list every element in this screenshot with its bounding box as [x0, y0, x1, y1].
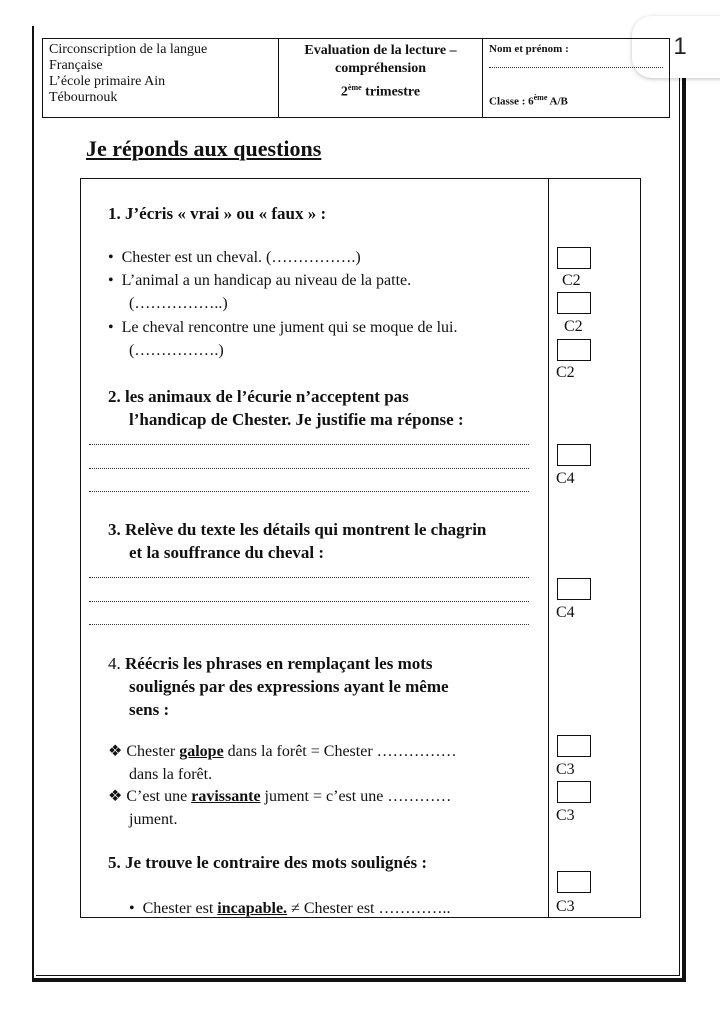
- answer-line[interactable]: [89, 624, 529, 625]
- skill-code: C3: [556, 898, 575, 915]
- name-label: Nom et prénom :: [489, 43, 569, 55]
- header-left-line: Circonscription de la langue: [49, 42, 208, 57]
- skill-code: C2: [556, 364, 575, 381]
- score-box[interactable]: [557, 871, 591, 893]
- q5-title: 5. Je trouve le contraire des mots soulignés :: [108, 853, 428, 872]
- score-box[interactable]: [557, 339, 591, 361]
- skill-code: C3: [556, 807, 575, 824]
- header-school-info: [43, 39, 279, 117]
- exam-title-line: compréhension: [335, 61, 426, 76]
- q1-item: • L’animal a un handicap au niveau de la patte.: [108, 272, 412, 289]
- answer-line[interactable]: [89, 491, 529, 492]
- section-title: Je réponds aux questions: [86, 136, 322, 161]
- skill-code: C4: [556, 470, 575, 487]
- q4-item: ❖ C’est une ravissante jument = c’est une …………: [108, 788, 452, 805]
- q1-item-answer[interactable]: (……………..): [129, 295, 228, 312]
- q2-title-line: l’handicap de Chester. Je justifie ma réponse :: [129, 410, 464, 429]
- score-box[interactable]: [557, 781, 591, 803]
- class-label: Classe : 6ème A/B: [489, 93, 568, 108]
- q1-title: 1. J’écris « vrai » ou « faux » :: [108, 204, 327, 223]
- questions-box: [80, 178, 641, 918]
- q4-item-cont: jument.: [129, 811, 178, 828]
- header-student-info: [483, 39, 669, 117]
- skill-code: C4: [556, 604, 575, 621]
- score-column-divider: [548, 179, 549, 917]
- q1-item-answer[interactable]: (…………….): [129, 342, 224, 359]
- q1-item: • Chester est un cheval. (…………….): [108, 249, 361, 266]
- exam-title-line: Evaluation de la lecture –: [304, 43, 457, 58]
- skill-code: C2: [564, 318, 583, 335]
- header-left-line: Tébournouk: [49, 90, 118, 105]
- page-number: 1: [673, 33, 687, 60]
- score-box[interactable]: [557, 247, 591, 269]
- answer-line[interactable]: [89, 444, 529, 445]
- score-box[interactable]: [557, 578, 591, 600]
- score-box[interactable]: [557, 292, 591, 314]
- q2-title-line: 2. les animaux de l’écurie n’acceptent pas: [108, 387, 409, 406]
- header-left-line: L’école primaire Ain: [49, 74, 166, 89]
- header-left-line: Française: [49, 58, 103, 73]
- q3-title-line: 3. Relève du texte les détails qui montrent le chagrin: [108, 520, 487, 539]
- q4-title-line: 4. Réécris les phrases en remplaçant les mots: [108, 654, 433, 673]
- answer-line[interactable]: [89, 577, 529, 578]
- header-exam-title: [279, 39, 483, 117]
- exam-trimester: 2ème trimestre: [340, 83, 421, 100]
- answer-line[interactable]: [89, 468, 529, 469]
- q4-item: ❖ Chester galope dans la forêt = Chester ……………: [108, 743, 457, 760]
- q1-item: • Le cheval rencontre une jument qui se moque de lui.: [108, 319, 458, 336]
- name-field[interactable]: [489, 61, 663, 68]
- q4-title-line: soulignés par des expressions ayant le même: [129, 677, 449, 696]
- q4-item-cont: dans la forêt.: [129, 766, 213, 783]
- score-box[interactable]: [557, 444, 591, 466]
- q5-item: • Chester est incapable. ≠ Chester est …………..: [129, 900, 451, 917]
- header-table: [42, 38, 670, 118]
- score-box[interactable]: [557, 735, 591, 757]
- skill-code: C3: [556, 761, 575, 778]
- q4-title-line: sens :: [129, 700, 170, 719]
- answer-line[interactable]: [89, 601, 529, 602]
- q3-title-line: et la souffrance du cheval :: [129, 543, 325, 562]
- skill-code: C2: [562, 272, 581, 289]
